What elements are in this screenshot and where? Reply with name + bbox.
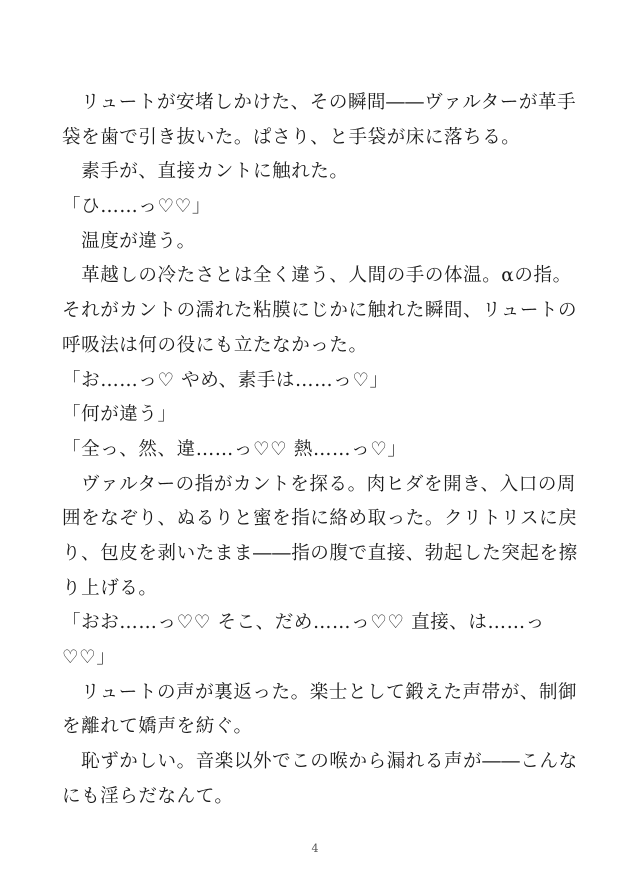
page-number: 4 xyxy=(311,842,319,855)
text-line: ヴァルターの指がカントを探る。肉ヒダを開き、入口の周 xyxy=(62,473,577,495)
text-line: 囲をなぞり、ぬるりと蜜を指に絡め取った。クリトリスに戻 xyxy=(62,508,578,530)
text-line: 「何が違う」 xyxy=(62,404,177,426)
text-line: 「全っ、然、違……っ♡♡ 熱……っ♡」 xyxy=(62,438,407,460)
text-line: 袋を歯で引き抜いた。ぱさり、と手袋が床に落ちる。 xyxy=(62,126,521,148)
text-line: 「おお……っ♡♡ そこ、だめ……っ♡♡ 直接、は……っ xyxy=(62,612,545,634)
text-line: 「お……っ♡ やめ、素手は……っ♡」 xyxy=(62,369,389,391)
text-line: 恥ずかしい。音楽以外でこの喉から漏れる声が――こんな xyxy=(62,751,578,773)
body-text xyxy=(62,86,578,814)
text-line: り上げる。 xyxy=(62,577,158,599)
text-line: それがカントの濡れた粘膜にじかに触れた瞬間、リュートの xyxy=(62,300,578,322)
text-line: ♡♡」 xyxy=(62,647,116,668)
text-line: 温度が違う。 xyxy=(62,230,196,252)
text-line: 「ひ……っ♡♡」 xyxy=(62,196,211,218)
text-line: り、包皮を剥いたまま――指の腹で直接、勃起した突起を擦 xyxy=(62,542,578,564)
text-line: リュートが安堵しかけた、その瞬間――ヴァルターが革手 xyxy=(62,92,577,113)
text-line: 素手が、直接カントに触れた。 xyxy=(62,161,349,183)
text-line: 呼吸法は何の役にも立たなかった。 xyxy=(62,334,368,356)
text-line: 革越しの冷たさとは全く違う、人間の手の体温。αの指。 xyxy=(62,265,572,287)
text-line: を離れて嬌声を紡ぐ。 xyxy=(62,716,253,738)
text-line: にも淫らだなんて。 xyxy=(62,785,234,807)
text-line: リュートの声が裏返った。楽士として鍛えた声帯が、制御 xyxy=(62,681,578,703)
